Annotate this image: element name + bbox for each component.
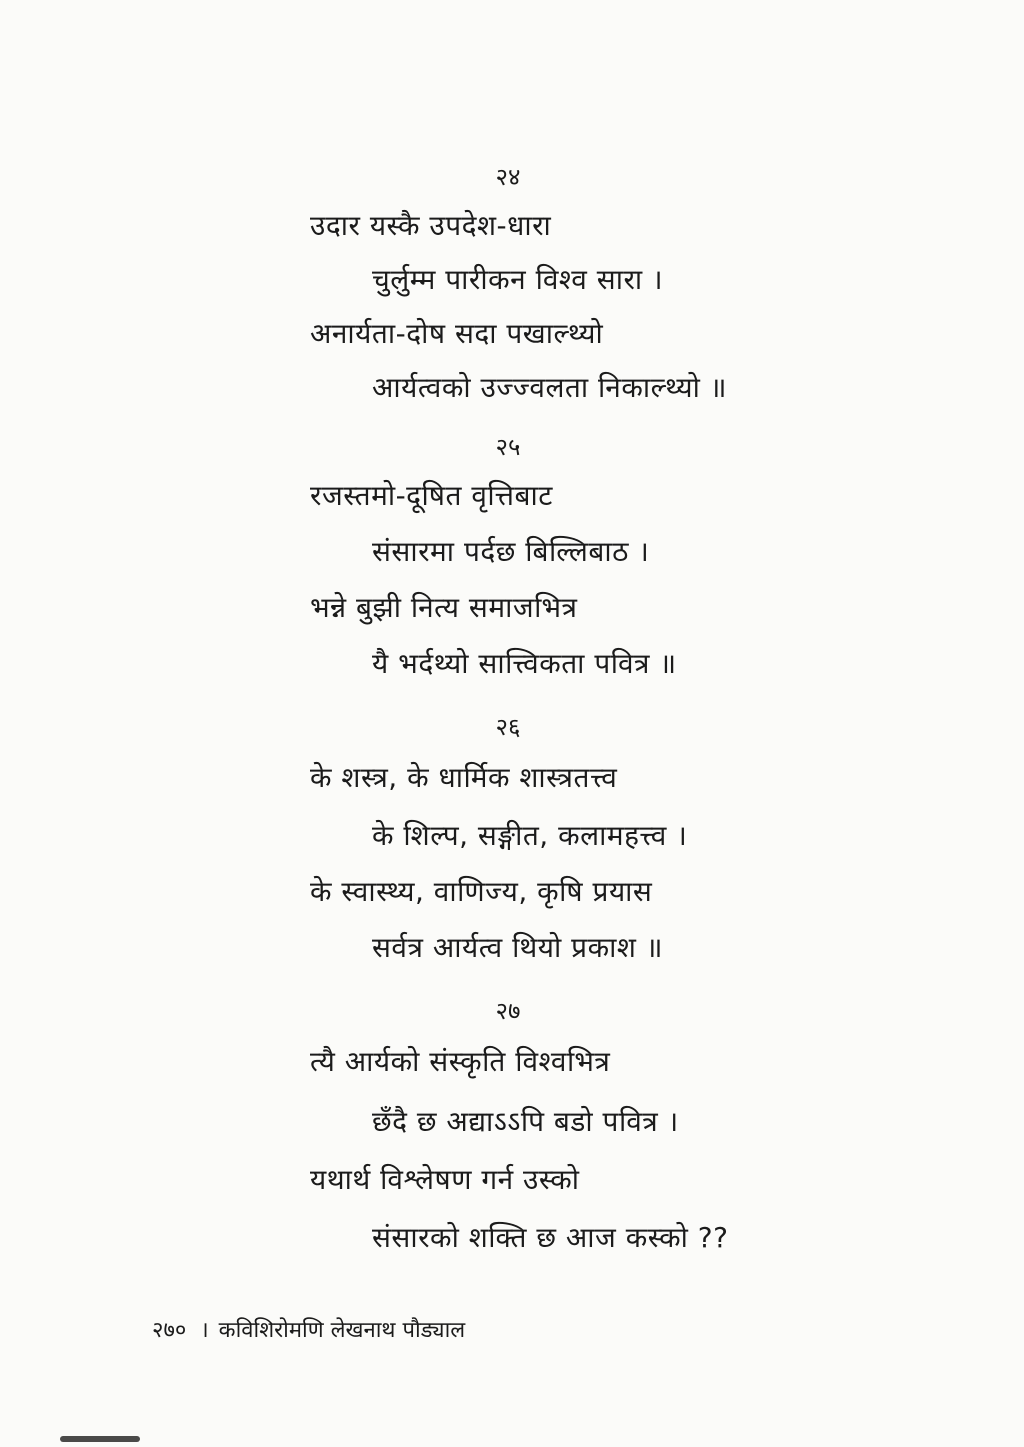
verse-line: के स्वास्थ्य, वाणिज्य, कृषि प्रयास bbox=[310, 875, 653, 908]
verse-line: चुर्लुम्म पारीकन विश्व सारा । bbox=[372, 263, 664, 296]
book-author: कविशिरोमणि लेखनाथ पौड्याल bbox=[218, 1318, 466, 1343]
page-number: २७० bbox=[152, 1318, 187, 1343]
verse-line: के शस्त्र, के धार्मिक शास्त्रतत्त्व bbox=[310, 761, 618, 794]
verse-line: आर्यत्वको उज्ज्वलता निकाल्थ्यो ॥ bbox=[372, 371, 728, 404]
verse-line: संसारमा पर्दछ बिल्लिबाठ । bbox=[372, 535, 650, 568]
verse-number: २६ bbox=[495, 713, 521, 741]
verse-line: रजस्तमो-दूषित वृत्तिबाट bbox=[310, 479, 553, 512]
verse-number: २५ bbox=[495, 433, 521, 461]
verse-number: २४ bbox=[495, 163, 521, 191]
page-footer bbox=[152, 1316, 465, 1346]
verse-line: यथार्थ विश्लेषण गर्न उस्को bbox=[310, 1163, 580, 1196]
verse-line: संसारको शक्ति छ आज कस्को ?? bbox=[372, 1221, 729, 1254]
verse-line: सर्वत्र आर्यत्व थियो प्रकाश ॥ bbox=[372, 931, 664, 964]
footer-separator: । bbox=[200, 1318, 209, 1343]
verse-line: के शिल्प, सङ्गीत, कलामहत्त्व । bbox=[372, 819, 688, 852]
verse-line: त्यै आर्यको संस्कृति विश्वभित्र bbox=[310, 1045, 611, 1078]
verse-number: २७ bbox=[495, 997, 521, 1025]
verse-line: छँदै छ अद्याऽऽपि बडो पवित्र । bbox=[372, 1105, 679, 1138]
scan-smudge bbox=[60, 1436, 140, 1442]
verse-line: अनार्यता-दोष सदा पखाल्थ्यो bbox=[310, 317, 604, 350]
verse-line: भन्ने बुझी नित्य समाजभित्र bbox=[310, 591, 578, 624]
verse-line: उदार यस्कै उपदेश-धारा bbox=[310, 209, 552, 242]
verse-line: यै भर्दथ्यो सात्त्विकता पवित्र ॥ bbox=[372, 647, 677, 680]
